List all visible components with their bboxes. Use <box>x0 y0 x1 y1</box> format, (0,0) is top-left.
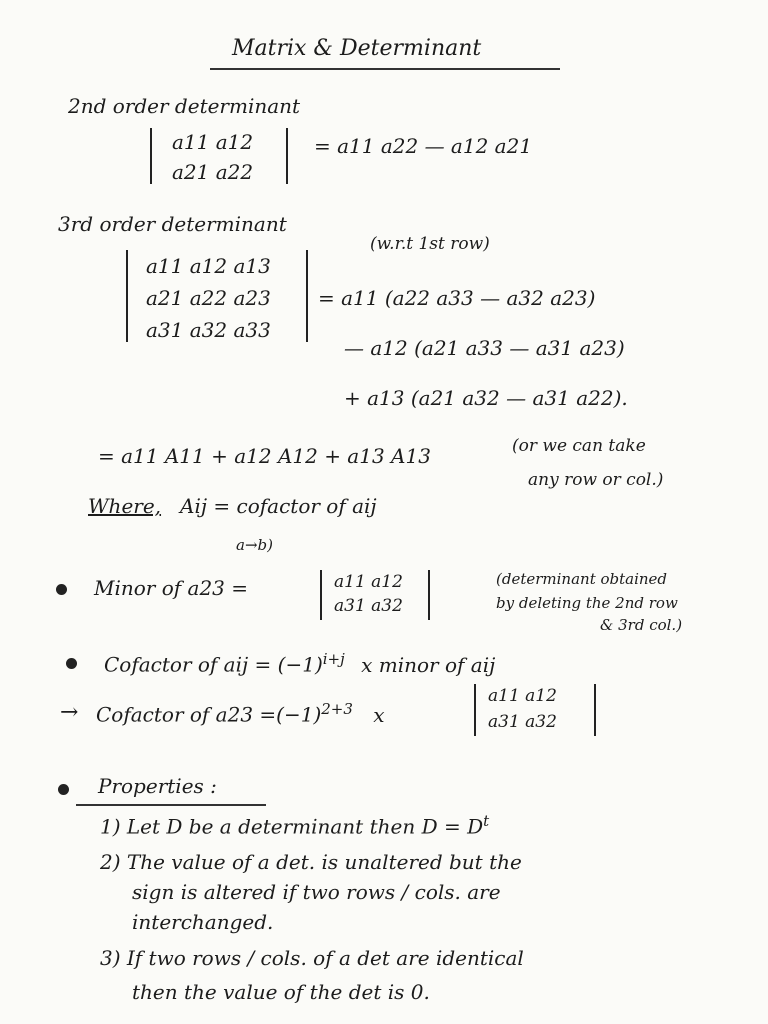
bullet-cofactor <box>66 658 77 669</box>
cofactor-def <box>104 652 495 675</box>
property-2-line2: sign is altered if two rows / cols. are <box>132 880 501 904</box>
property-3-line1: 3) If two rows / cols. of a det are identical <box>100 946 524 970</box>
cofactor-example <box>96 702 385 725</box>
third-order-row1: a11 a12 a13 <box>146 254 271 278</box>
scribble-note: a→b) <box>236 536 273 554</box>
second-order-rhs: = a11 a22 — a12 a21 <box>314 134 533 158</box>
third-order-line3: + a13 (a21 a32 — a31 a22). <box>344 386 628 410</box>
cofactor-ex-exp: 2+3 <box>321 700 353 718</box>
bullet-properties <box>58 784 69 795</box>
properties-underline <box>76 804 266 806</box>
third-order-row3: a31 a32 a33 <box>146 318 271 342</box>
cofactor-bar-right <box>594 684 596 736</box>
cofactor-def-tail: x minor of aij <box>361 652 496 677</box>
minor-row1: a11 a12 <box>334 572 403 592</box>
det-bar-right <box>286 128 288 184</box>
second-order-row2: a21 a22 <box>172 160 254 184</box>
second-order-row1: a11 a12 <box>172 130 254 154</box>
minor-bar-left <box>320 570 322 620</box>
cofactor-def-exp: i+j <box>322 650 345 668</box>
cofactor-def-main: Cofactor of aij = (−1) <box>104 652 323 677</box>
cofactor-ex-label: Cofactor of a23 =(−1) <box>96 702 322 727</box>
title-underline <box>210 68 560 70</box>
properties-heading: Properties : <box>98 774 217 798</box>
minor-note-3: & 3rd col.) <box>600 616 683 634</box>
minor-note-2: by deleting the 2nd row <box>496 594 678 612</box>
property-1-text: 1) Let D be a determinant then D = D <box>100 814 484 839</box>
det-bar-left <box>150 128 152 184</box>
cofactor-row1: a11 a12 <box>488 686 557 706</box>
minor-row2: a31 a32 <box>334 596 403 616</box>
property-2-line1: 2) The value of a det. is unaltered but the <box>100 850 522 874</box>
page-title: Matrix & Determinant <box>232 36 482 61</box>
minor-bar-right <box>428 570 430 620</box>
arrow-icon: → <box>60 700 79 725</box>
third-order-row2: a21 a22 a23 <box>146 286 271 310</box>
property-1-sup: t <box>483 812 490 830</box>
bullet-minor <box>56 584 67 595</box>
third-order-line1: = a11 (a22 a33 — a32 a23) <box>318 286 596 310</box>
property-1 <box>100 814 489 837</box>
expansion-note-1: (or we can take <box>512 436 646 456</box>
det3-bar-right <box>306 250 308 342</box>
where-label: Where, <box>88 494 162 518</box>
minor-note-1: (determinant obtained <box>496 570 668 588</box>
property-3-line2: then the value of the det is 0. <box>132 980 430 1004</box>
third-order-note: (w.r.t 1st row) <box>370 234 490 254</box>
third-order-line2: — a12 (a21 a33 — a31 a23) <box>344 336 625 360</box>
cofactor-bar-left <box>474 684 476 736</box>
expansion-expr: = a11 A11 + a12 A12 + a13 A13 <box>98 444 431 468</box>
expansion-note-2: any row or col.) <box>528 470 664 490</box>
second-order-heading: 2nd order determinant <box>68 94 301 118</box>
det3-bar-left <box>126 250 128 342</box>
third-order-heading: 3rd order determinant <box>58 212 287 236</box>
cofactor-ex-times: x <box>373 702 385 727</box>
where-text: Aij = cofactor of aij <box>180 494 377 518</box>
property-2-line3: interchanged. <box>132 910 274 934</box>
minor-label: Minor of a23 = <box>94 576 249 600</box>
cofactor-row2: a31 a32 <box>488 712 557 732</box>
